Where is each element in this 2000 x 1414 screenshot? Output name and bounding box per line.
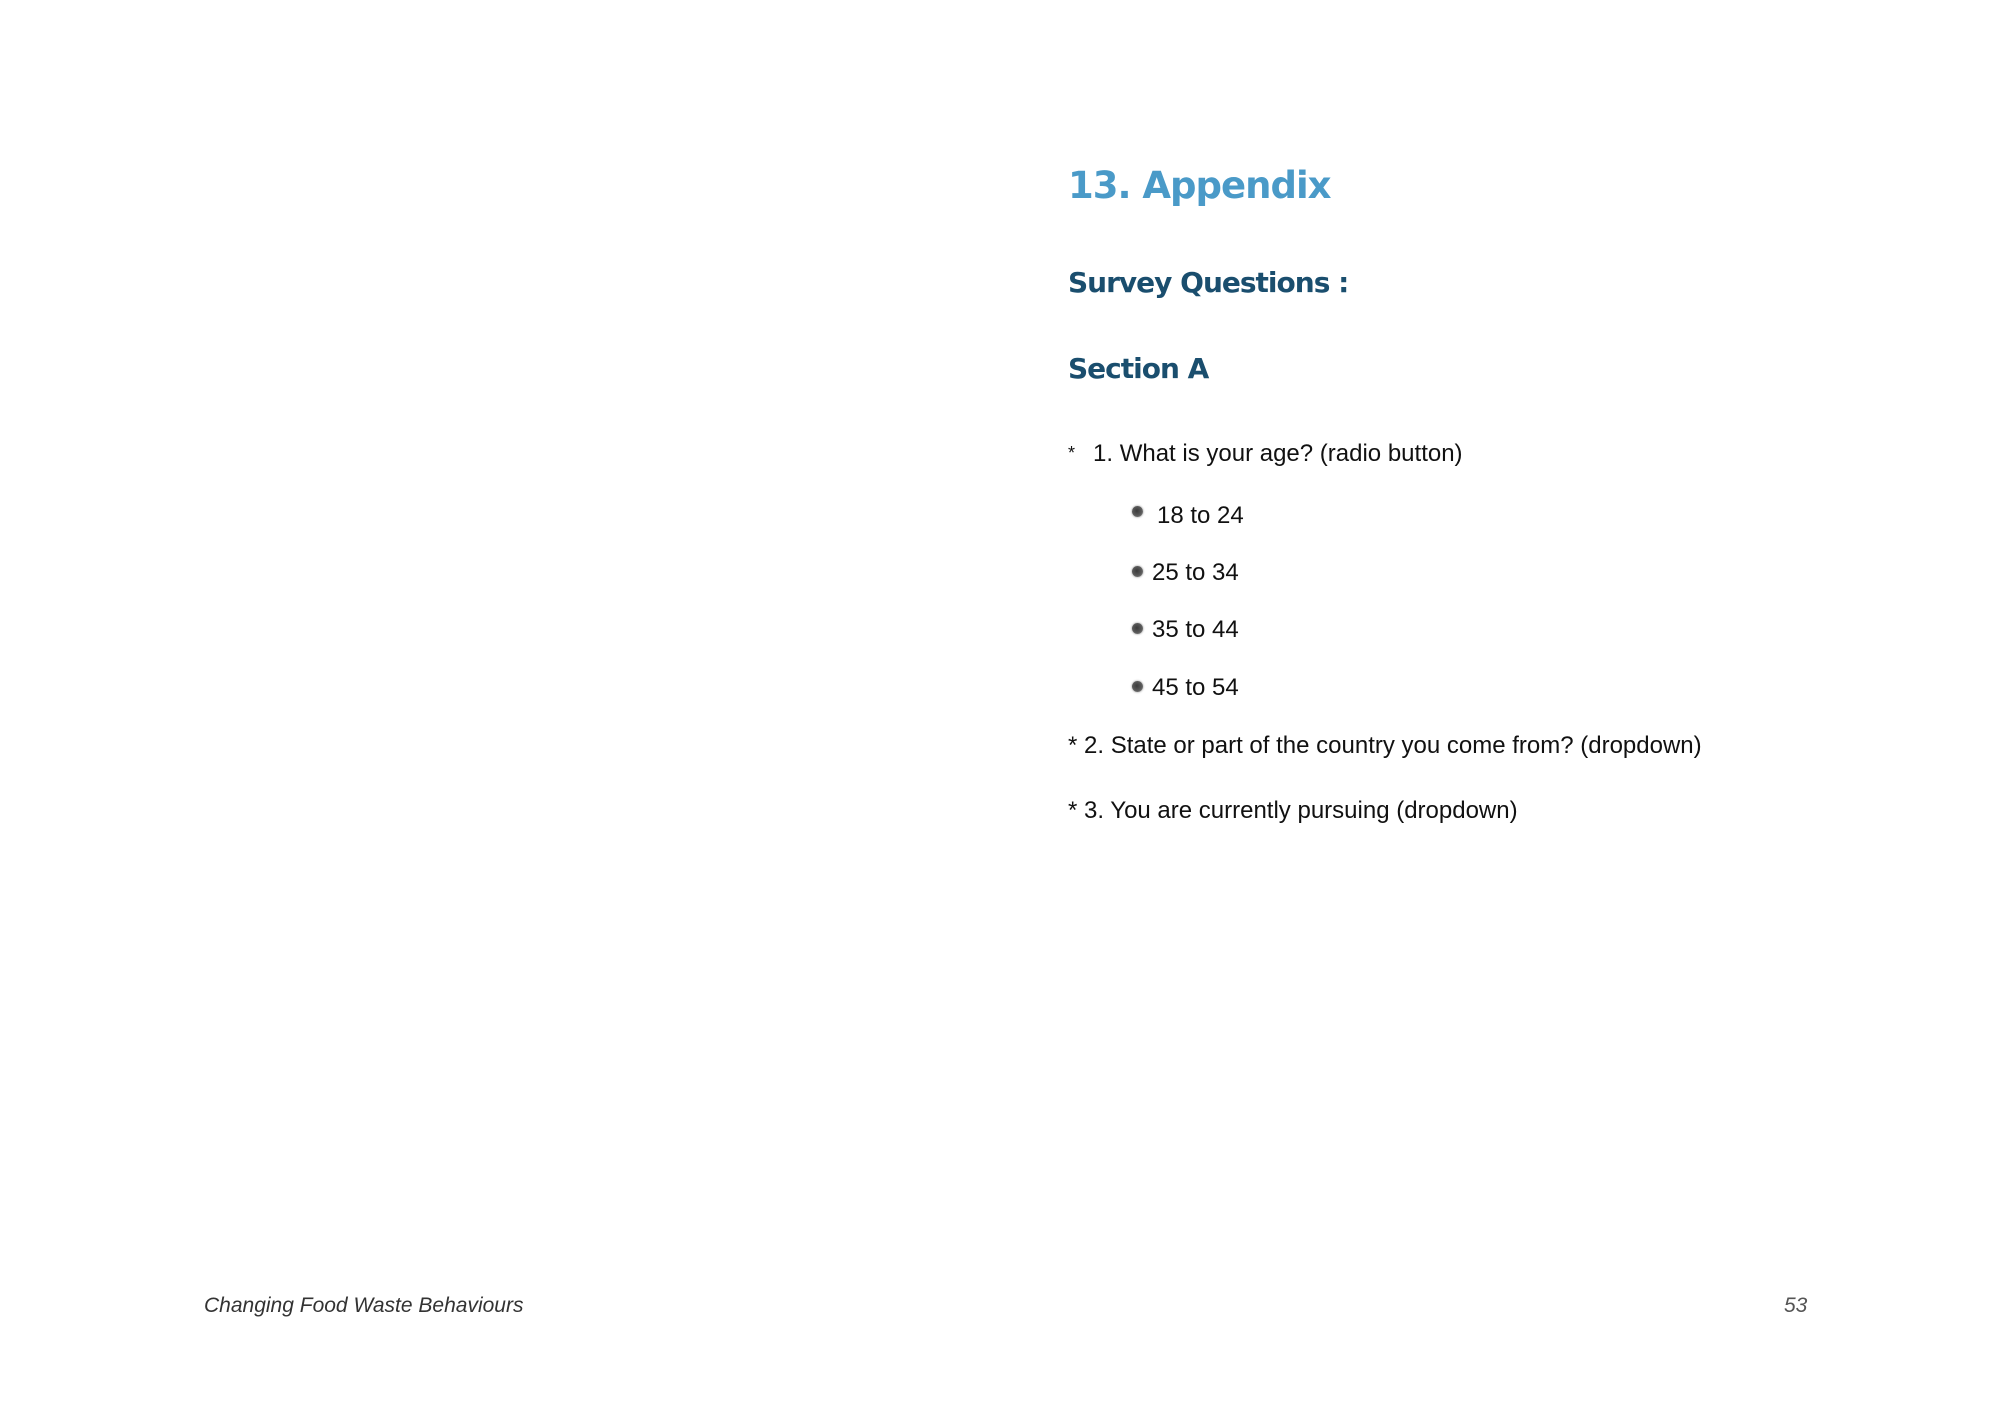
age-option-45-54	[1132, 674, 1239, 702]
age-option-18-24	[1132, 502, 1244, 530]
appendix-title: 13. Appendix	[1068, 164, 1331, 207]
bullet-icon	[1132, 566, 1143, 577]
age-option-label: 35 to 44	[1152, 616, 1239, 643]
bullet-icon	[1132, 681, 1143, 692]
age-option-35-44	[1132, 616, 1239, 644]
page-number: 53	[1784, 1294, 1808, 1317]
footer-document-title: Changing Food Waste Behaviours	[204, 1294, 524, 1317]
required-asterisk: *	[1068, 443, 1076, 463]
bullet-icon	[1132, 506, 1143, 517]
bullet-icon	[1132, 623, 1143, 634]
age-option-label: 45 to 54	[1152, 674, 1239, 701]
question-1-text: 1. What is your age? (radio button)	[1093, 440, 1463, 467]
age-option-label: 18 to 24	[1157, 502, 1244, 529]
age-option-25-34	[1132, 559, 1239, 587]
survey-questions-heading: Survey Questions :	[1068, 266, 1349, 299]
question-1	[1068, 440, 1463, 468]
question-2: * 2. State or part of the country you come from? (dropdown)	[1068, 732, 1702, 759]
age-option-label: 25 to 34	[1152, 559, 1239, 586]
section-a-heading: Section A	[1068, 352, 1209, 385]
question-3: * 3. You are currently pursuing (dropdown)	[1068, 797, 1518, 824]
